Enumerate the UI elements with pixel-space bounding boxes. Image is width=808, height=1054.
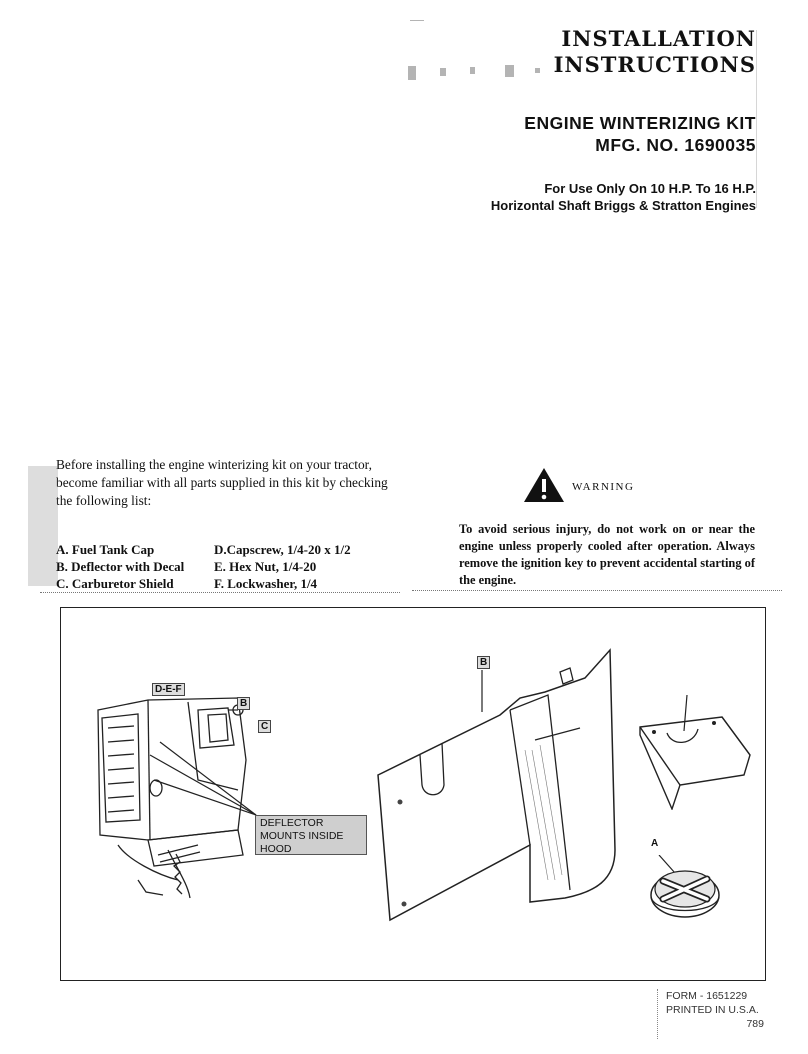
callout-line-1: DEFLECTOR <box>260 817 324 829</box>
form-info <box>657 989 770 1039</box>
intro-paragraph: Before installing the engine winterizing kit on your tractor, become familiar with all parts supplied in this kit by checking the following list: <box>56 457 388 508</box>
printed-in: PRINTED IN U.S.A. <box>666 1004 759 1016</box>
scan-mark <box>505 65 514 77</box>
print-code: 789 <box>746 1018 764 1030</box>
usage-line-1: For Use Only On 10 H.P. To 16 H.P. <box>544 181 756 196</box>
callout-line-2: MOUNTS INSIDE <box>260 830 344 842</box>
label-def: D-E-F <box>152 683 185 696</box>
part-e: E. Hex Nut, 1/4-20 <box>214 559 317 574</box>
label-c: C <box>258 720 271 733</box>
scan-mark <box>756 30 757 208</box>
warning-text: To avoid serious injury, do not work on or near the engine unless properly cooled after operation. Always remove the ignition key to prevent accidental starting of the engine. <box>459 522 755 587</box>
form-number: FORM - 1651229 <box>666 990 748 1002</box>
kit-name: ENGINE WINTERIZING KIT <box>524 113 756 133</box>
parts-list-rule <box>40 592 400 593</box>
warning-heading: WARNING <box>572 481 635 493</box>
parts-list <box>56 541 404 592</box>
scan-mark <box>470 67 475 74</box>
warning-rule <box>412 590 782 591</box>
label-b-small: B <box>237 697 250 710</box>
label-a: A <box>651 838 659 849</box>
part-a: A. Fuel Tank Cap <box>56 542 155 557</box>
label-b: B <box>477 656 490 669</box>
scan-mark <box>440 68 446 76</box>
part-d: D.Capscrew, 1/4-20 x 1/2 <box>214 542 351 557</box>
mfg-number: MFG. NO. 1690035 <box>595 135 756 155</box>
scan-shadow <box>28 466 58 586</box>
fuel-tank-cap-illustration <box>645 855 725 925</box>
title-line-2: INSTRUCTIONS <box>553 52 756 77</box>
part-f: F. Lockwasher, 1/4 <box>214 576 318 591</box>
scan-mark <box>408 66 416 80</box>
scan-mark <box>410 20 424 21</box>
title-line-1: INSTALLATION <box>561 26 756 51</box>
deflector-illustration <box>370 640 640 930</box>
callout-line-3: HOOD <box>260 843 292 855</box>
deflector-callout <box>255 815 367 855</box>
part-c: C. Carburetor Shield <box>56 576 174 591</box>
warning-triangle-icon <box>522 466 566 504</box>
usage-line-2: Horizontal Shaft Briggs & Stratton Engines <box>490 198 756 213</box>
carburetor-shield-illustration <box>632 695 757 810</box>
part-b: B. Deflector with Decal <box>56 559 185 574</box>
scan-mark <box>535 68 540 73</box>
